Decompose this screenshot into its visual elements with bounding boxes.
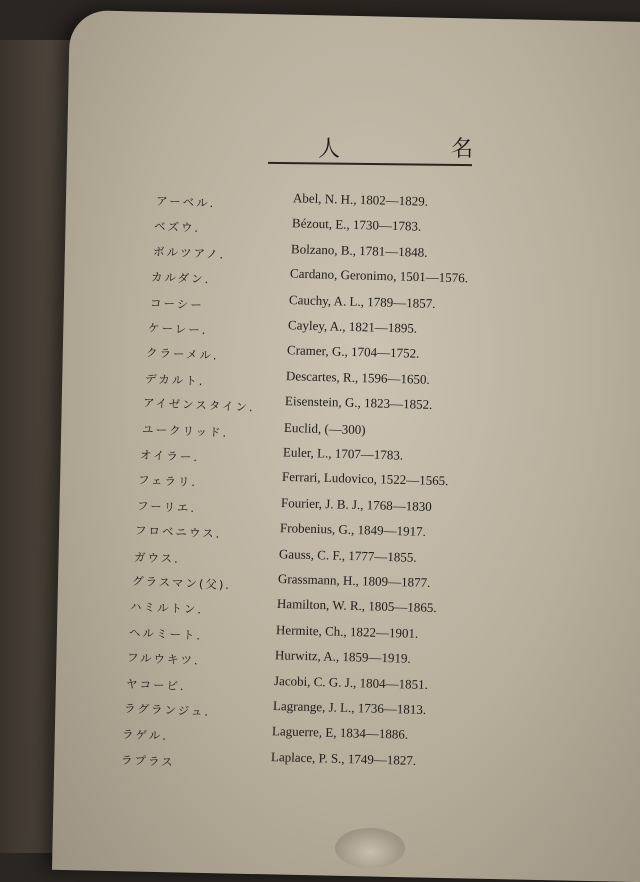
latin-name: Cardano, Geronimo, 1501—1576. <box>289 265 469 286</box>
latin-name: Hamilton, W. R., 1805—1865. <box>276 596 437 616</box>
latin-name: Cramer, G., 1704—1752. <box>286 342 420 362</box>
latin-name: Fourier, J. B. J., 1768—1830 <box>280 494 432 514</box>
kana-name: アイゼンスタイン. <box>142 395 256 415</box>
kana-name: コーシー <box>149 295 204 312</box>
latin-name: Laguerre, E, 1834—1886. <box>271 723 409 743</box>
latin-name: Gauss, C. F., 1777—1855. <box>278 545 417 565</box>
latin-name: Cauchy, A. L., 1789—1857. <box>288 291 436 311</box>
kana-name: デカルト. <box>144 371 205 389</box>
kana-name: フルウキツ. <box>126 650 201 668</box>
thumb <box>335 828 405 868</box>
kana-name: フロベニウス. <box>134 523 222 542</box>
latin-name: Hurwitz, A., 1859—1919. <box>274 647 411 666</box>
kana-name: ボルツアノ. <box>152 244 226 262</box>
kana-name: グラスマン(父). <box>131 573 232 593</box>
kana-name: ラプラス <box>120 752 175 769</box>
latin-name: Jacobi, C. G. J., 1804—1851. <box>273 672 429 692</box>
latin-name: Frobenius, G., 1849—1917. <box>279 520 427 540</box>
latin-name: Euler, L., 1707—1783. <box>282 444 404 463</box>
kana-name: ハミルトン. <box>130 599 204 617</box>
kana-name: アーベル. <box>155 193 216 211</box>
latin-name: Cayley, A., 1821—1895. <box>287 317 418 336</box>
kana-name: カルダン. <box>150 269 211 287</box>
latin-name: Lagrange, J. L., 1736—1813. <box>272 697 427 718</box>
latin-name: Bolzano, B., 1781—1848. <box>290 241 428 260</box>
kana-name: フェラリ. <box>138 473 198 490</box>
latin-name: Euclid, (—300) <box>283 419 366 437</box>
latin-name: Bézout, E., 1730—1783. <box>291 215 422 235</box>
latin-name: Grassmann, H., 1809—1877. <box>277 571 431 590</box>
kana-name: ラグランジュ. <box>123 701 211 719</box>
latin-name: Descartes, R., 1596—1650. <box>285 367 430 387</box>
kana-name: フーリエ. <box>136 498 197 516</box>
kana-name: オイラー. <box>139 447 200 465</box>
kana-name: ユークリッド. <box>141 421 229 440</box>
kana-name: ガウス. <box>133 549 180 566</box>
latin-name: Abel, N. H., 1802—1829. <box>292 190 429 209</box>
page-title: 人 名 <box>318 137 525 162</box>
kana-name: ベズウ. <box>154 219 201 236</box>
latin-name: Hermite, Ch., 1822—1901. <box>275 621 419 641</box>
kana-name: ヘルミート. <box>128 625 203 643</box>
latin-name: Laplace, P. S., 1749—1827. <box>270 748 417 768</box>
kana-name: ラゲル. <box>122 727 169 744</box>
latin-name: Ferrari, Ludovico, 1522—1565. <box>281 469 449 489</box>
kana-name: ケーレー. <box>147 320 208 338</box>
latin-name: Eisenstein, G., 1823—1852. <box>284 393 433 413</box>
kana-name: ヤコービ. <box>125 676 186 693</box>
kana-name: クラーメル. <box>146 345 220 363</box>
